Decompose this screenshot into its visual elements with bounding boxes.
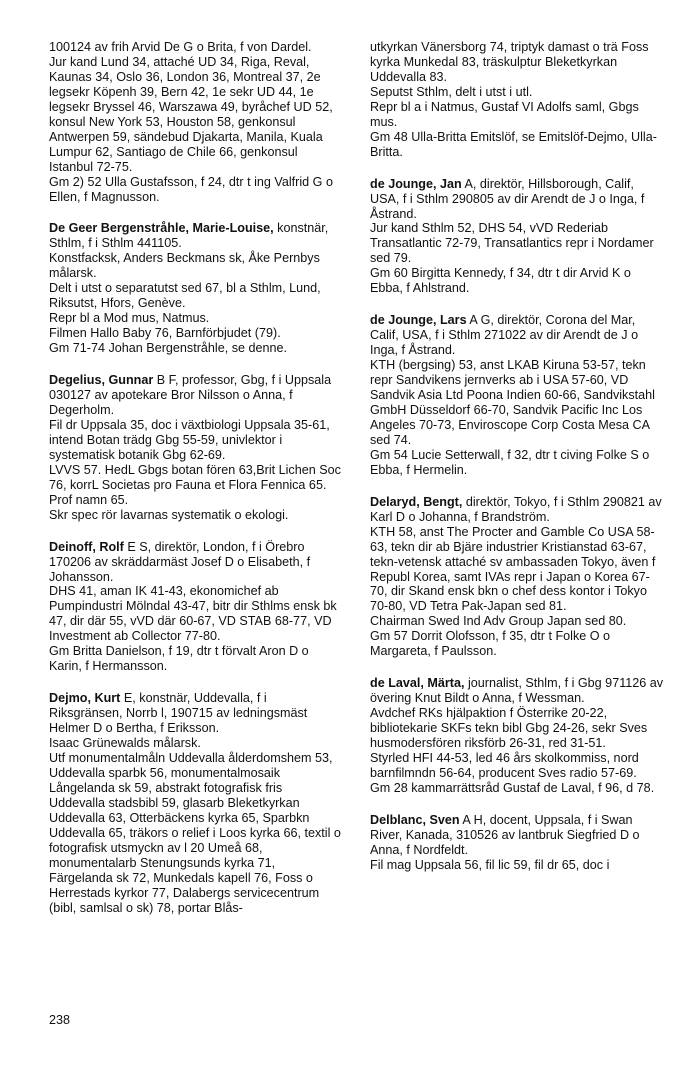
entry-text-line: DHS 41, aman IK 41-43, ekonomichef ab Pumpindustri Mölndal 43-47, bitr dir Sthlms ensk bk 47, dir där 55, vVD där 60-67, VD STAB 68-77, VD Investment ab Collector 77-80. xyxy=(49,584,337,644)
entry-name: Delblanc, Sven xyxy=(370,812,460,827)
entry-de-laval xyxy=(370,676,666,796)
continued-entry xyxy=(370,40,666,160)
entry-degelius xyxy=(49,373,341,523)
entry-text-line: LVVS 57. HedL Gbgs botan fören 63,Brit Lichen Soc 76, korrL Societas pro Fauna et Flora Fennica 65. Prof namn 65. xyxy=(49,462,341,507)
entry-name: de Jounge, Jan xyxy=(370,176,462,191)
entry-text-line: Jur kand Sthlm 52, DHS 54, vVD Rederiab Transatlantic 72-79, Transatlantics repr i Nordamer sed 79. xyxy=(370,221,654,266)
entry-text-line: Chairman Swed Ind Adv Group Japan sed 80. xyxy=(370,614,627,629)
entry-text-line: Gm 60 Birgitta Kennedy, f 34, dtr t dir Arvid K o Ebba, f Ahlstrand. xyxy=(370,266,631,296)
entry-name: Delaryd, Bengt, xyxy=(370,494,463,509)
entry-deinoff xyxy=(49,540,341,675)
entry-text-line: konstnär, Sthlm, f i Sthlm 441105. xyxy=(49,221,329,251)
continued-entry xyxy=(49,40,341,204)
entry-text-line: E S, direktör, London, f i Örebro 170206 av skräddarmäst Josef D o Elisabeth, f Johansson. xyxy=(49,539,311,584)
entry-text-line: 100124 av frih Arvid De G o Brita, f von Dardel. xyxy=(49,40,312,54)
entry-text-line: Gm Britta Danielson, f 19, dtr t förvalt Aron D o Karin, f Hermansson. xyxy=(49,644,309,674)
entry-text-line: A, direktör, Hillsborough, Calif, USA, f i Sthlm 290805 av dir Arendt de J o Inga, f Åstrand. xyxy=(370,176,645,221)
entry-text-line: KTH (bergsing) 53, anst LKAB Kiruna 53-57, tekn repr Sandvikens jernverks ab i USA 57-60, VD Sandvik Asia Ltd Poona Indien 60-66, Sandvikstahl GmbH Düsseldorf 66-70, Sandvik Pacific Inc Los Angeles 70-73, Enviroscope Corp Costa Mesa CA sed 74. xyxy=(370,358,655,447)
entry-text-line: Gm 57 Dorrit Olofsson, f 35, dtr t Folke O o Margareta, f Paulsson. xyxy=(370,629,611,659)
entry-delaryd xyxy=(370,495,666,659)
entry-delblanc xyxy=(370,813,666,873)
left-column xyxy=(49,40,341,932)
entry-text-line: Gm 28 kammarrättsråd Gustaf de Laval, f 96, d 78. xyxy=(370,780,655,795)
entry-name: de Jounge, Lars xyxy=(370,313,467,328)
entry-text-line: Styrled HFI 44-53, led 46 års skolkommiss, nord barnfilmndn 56-64, producent Sves radio 57-69. xyxy=(370,750,639,780)
entry-dejmo xyxy=(49,691,341,915)
entry-text-line: Seputst Sthlm, delt i utst i utl. xyxy=(370,84,533,99)
entry-text-line: Konstfacksk, Anders Beckmans sk, Åke Pernbys målarsk. xyxy=(49,251,320,281)
entry-text-line: Repr bl a i Natmus, Gustaf VI Adolfs saml, Gbgs mus. xyxy=(370,99,639,129)
entry-text-line: Isaac Grünewalds målarsk. xyxy=(49,736,201,751)
entry-text-line: journalist, Sthlm, f i Gbg 971126 av övering Knut Bildt o Anna, f Wessman. xyxy=(370,676,664,706)
entry-text-line: Fil dr Uppsala 35, doc i växtbiologi Uppsala 35-61, intend Botan trädg Gbg 55-59, univlektor i systematisk botanik Gbg 62-69. xyxy=(49,417,330,462)
entry-text-line: Repr bl a Mod mus, Natmus. xyxy=(49,311,210,326)
entry-text-line: Delt i utst o separatutst sed 67, bl a Sthlm, Lund, Riksutst, Hfors, Genève. xyxy=(49,281,321,311)
entry-text-line: utkyrkan Vänersborg 74, triptyk damast o trä Foss kyrka Munkedal 83, träskulptur Bleketkyrkan Uddevalla 83. xyxy=(370,40,649,84)
entry-name: De Geer Bergenstråhle, Marie-Louise, xyxy=(49,221,274,236)
entry-de-jounge-lars xyxy=(370,313,666,477)
entry-text-line: Utf monumentalmåln Uddevalla ålderdomshem 53, Uddevalla sparbk 56, monumentalmosaik Långelanda sk 59, abstrakt fotografisk fris Uddevalla stadsbibl 59, glasarb Bleketkyrkan Uddevalla 63, Otterbäckens kyrka 65, Sparbkn Uddevalla 65, träkors o relief i Loos kyrka 66, textil o fotografisk utsmyckn av l 20 Umeå 68, monumentalarb Stenungsunds kyrka 71, Färgelanda sk 72, Munkedals kapell 76, Foss o Herrestads kyrkor 77, Dalabergs servicecentrum (bibl, samlsal o sk) 78, portar Blås- xyxy=(49,750,341,915)
entry-text-line: B F, professor, Gbg, f i Uppsala 030127 av apotekare Bror Nilsson o Anna, f Degerholm. xyxy=(49,373,332,417)
page-number: 238 xyxy=(49,1013,71,1027)
entry-text-line: Filmen Hallo Baby 76, Barnförbjudet (79). xyxy=(49,326,281,341)
entry-text-line: Gm 54 Lucie Setterwall, f 32, dtr t civing Folke S o Ebba, f Hermelin. xyxy=(370,447,650,477)
entry-name: de Laval, Märta, xyxy=(370,676,465,691)
entry-de-jounge-jan xyxy=(370,177,666,297)
entry-text-line: A H, docent, Uppsala, f i Swan River, Kanada, 310526 av lantbruk Siegfried D o Anna, f Nordfeldt. xyxy=(370,812,640,857)
entry-text-line: A G, direktör, Corona del Mar, Calif, USA, f i Sthlm 271022 av dir Arendt de J o Inga, f Åstrand. xyxy=(370,313,639,358)
entry-text-line: Jur kand Lund 34, attaché UD 34, Riga, Reval, Kaunas 34, Oslo 36, London 36, Montreal 37, 2e legsekr Köpenh 39, Bern 42, 1e sekr UD 44, 1e legsekr Bryssel 46, Warszawa 49, byråchef UD 52, konsul New York 53, Houston 58, genkonsul Antwerpen 59, sändebud Djakarta, Manila, Kuala Lumpur 62, Santiago de Chile 66, genkonsul Istanbul 72-75. xyxy=(49,54,333,174)
entry-text-line: Fil mag Uppsala 56, fil lic 59, fil dr 65, doc i xyxy=(370,857,610,872)
entry-text-line: KTH 58, anst The Procter and Gamble Co USA 58-63, tekn dir ab Bjäre industrier Kristianstad 63-67, tekn-vetensk attaché sv ambassaden Tokyo, även f Republ Korea, samt IVAs repr i Japan o Korea 67-70, dir Skand ensk bkn o chef dess kontor i Tokyo 70-80, VD Tetra Pak-Japan sed 81. xyxy=(370,524,656,614)
entry-text-line: direktör, Tokyo, f i Sthlm 290821 av Karl D o Johanna, f Brandström. xyxy=(370,494,662,524)
right-column xyxy=(370,40,666,890)
entry-text-line: Avdchef RKs hjälpaktion f Österrike 20-22, bibliotekarie SKFs tekn bibl Gbg 24-26, sekr Sves husmodersfören riksförb 26-31, red 31-51. xyxy=(370,706,648,751)
entry-name: Degelius, Gunnar xyxy=(49,373,154,388)
entry-name: Deinoff, Rolf xyxy=(49,539,124,554)
entry-text-line: Gm 71-74 Johan Bergenstråhle, se denne. xyxy=(49,341,288,356)
entry-text-line: E, konstnär, Uddevalla, f i Riksgränsen, Norrb l, 190715 av ledningsmäst Helmer D o Bertha, f Eriksson. xyxy=(49,691,308,736)
entry-text-line: Gm 2) 52 Ulla Gustafsson, f 24, dtr t ing Valfrid G o Ellen, f Magnusson. xyxy=(49,174,333,204)
entry-de-geer-bergenstrahle xyxy=(49,221,341,356)
entry-text-line: Gm 48 Ulla-Britta Emitslöf, se Emitslöf-Dejmo, Ulla-Britta. xyxy=(370,129,657,159)
entry-name: Dejmo, Kurt xyxy=(49,691,121,706)
entry-text-line: Skr spec rör lavarnas systematik o ekologi. xyxy=(49,507,289,522)
